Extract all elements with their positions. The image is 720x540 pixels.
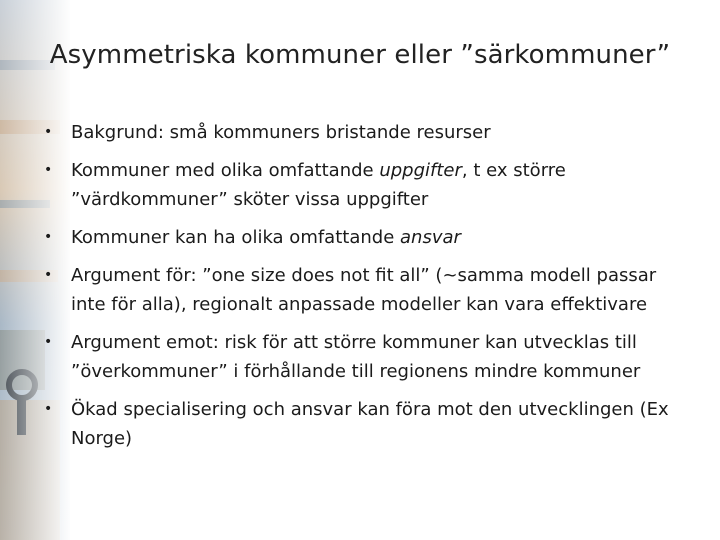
bullet-dot-icon: • — [44, 162, 53, 178]
bullet-dot-icon: • — [44, 124, 53, 140]
emphasized-text: ansvar — [400, 227, 461, 248]
bullet-text: Argument emot: risk för att större kommuner kan utvecklas till ”överkommuner” i förhållande till regionens mindre kommuner — [71, 332, 641, 382]
bullet-text: Argument för: ”one size does not fit all” (~samma modell passar inte för alla), regionalt anpassade modeller kan vara effektivare — [71, 265, 657, 315]
slide-title: Asymmetriska kommuner eller ”särkommuner” — [49, 40, 671, 70]
emphasized-text: uppgifter — [379, 160, 462, 181]
bullet-item — [44, 223, 684, 252]
bullet-dot-icon: • — [44, 229, 53, 245]
bullet-text: Ökad specialisering och ansvar kan föra mot den utvecklingen (Ex Norge) — [71, 399, 669, 449]
bullet-list — [44, 118, 684, 462]
bullet-item — [44, 261, 684, 319]
bullet-dot-icon: • — [44, 267, 53, 283]
bullet-item — [44, 118, 684, 147]
bullet-dot-icon: • — [44, 401, 53, 417]
bullet-text: Kommuner med olika omfattande — [71, 160, 380, 181]
bullet-dot-icon: • — [44, 334, 53, 350]
bullet-item — [44, 156, 684, 214]
bullet-text: , t ex större ”värdkommuner” sköter vissa uppgifter — [71, 160, 566, 210]
bullet-item — [44, 395, 684, 453]
bullet-item — [44, 328, 684, 386]
bullet-text: Kommuner kan ha olika omfattande — [71, 227, 400, 248]
bullet-text: Bakgrund: små kommuners bristande resurser — [71, 122, 491, 143]
